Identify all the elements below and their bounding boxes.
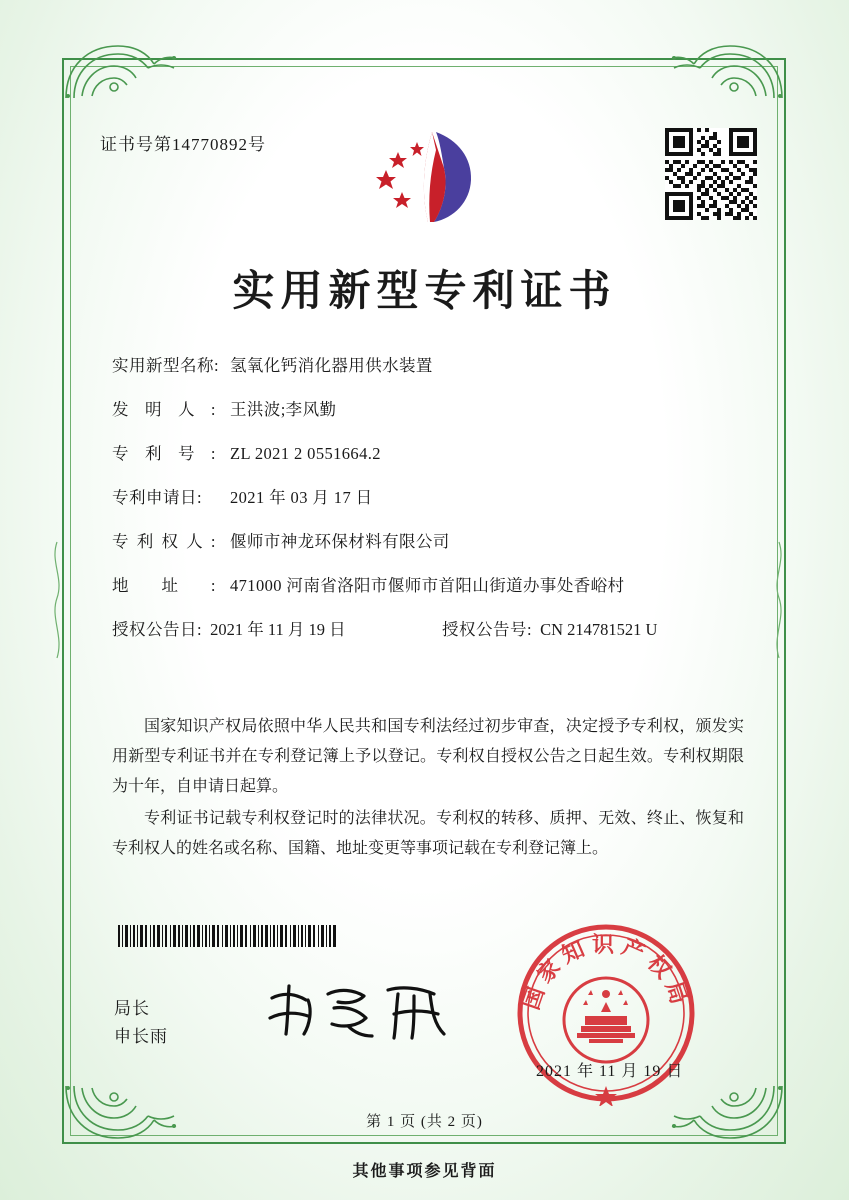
field-label: 地址: <box>112 576 216 595</box>
field-value: 氢氧化钙消化器用供水装置 <box>230 356 433 375</box>
field-value: 王洪波;李风勤 <box>230 400 337 419</box>
page-title: 实用新型专利证书 <box>232 266 617 315</box>
grant-number-label: 授权公告号: <box>442 620 533 639</box>
director-block <box>114 995 168 1051</box>
legal-text <box>112 712 744 866</box>
director-title: 局长 <box>114 999 150 1018</box>
field-label: 专利号: <box>112 444 216 463</box>
field-address <box>112 572 752 596</box>
svg-text:国家知识产权局: 国家知识产权局 <box>518 932 694 1014</box>
field-utility-model-name <box>112 352 752 376</box>
barcode <box>118 925 336 947</box>
field-value: ZL 2021 2 0551664.2 <box>230 444 381 463</box>
grant-date-value: 2021 年 11 月 19 日 <box>210 620 346 639</box>
page-number: 第 1 页 (共 2 页) <box>366 1114 483 1130</box>
field-value: 2021 年 03 月 17 日 <box>230 488 373 507</box>
field-inventors <box>112 396 752 420</box>
director-name: 申长雨 <box>114 1027 168 1046</box>
field-label: 实用新型名称: <box>112 356 220 375</box>
field-patentee <box>112 528 752 552</box>
field-patent-number <box>112 440 752 464</box>
field-label: 专利权人: <box>112 532 216 551</box>
issue-date: 2021 年 11 月 19 日 <box>536 1063 684 1080</box>
paragraph-1: 国家知识产权局依照中华人民共和国专利法经过初步审查，决定授予专利权，颁发实用新型专利证书并在专利登记簿上予以登记。专利权自授权公告之日起生效。专利权期限为十年，自申请日起算。 <box>112 718 744 795</box>
field-grant-announcement <box>112 616 752 640</box>
grant-number-value: CN 214781521 U <box>540 620 658 639</box>
signature-shen-changyu <box>262 978 462 1044</box>
field-list <box>112 352 752 658</box>
field-label: 发明人: <box>112 400 216 419</box>
field-value: 偃师市神龙环保材料有限公司 <box>230 532 450 551</box>
qr-code <box>665 128 757 220</box>
paragraph-2: 专利证书记载专利权登记时的法律状况。专利权的转移、质押、无效、终止、恢复和专利权人的姓名或名称、国籍、地址变更等事项记载在专利登记簿上。 <box>112 810 744 857</box>
field-application-date <box>112 484 752 508</box>
certificate-number: 证书号第14770892号 <box>100 135 266 154</box>
field-label: 专利申请日: <box>112 488 203 507</box>
footer-note: 其他事项参见背面 <box>352 1161 497 1180</box>
cnipa-logo <box>372 126 480 230</box>
field-value: 471000 河南省洛阳市偃师市首阳山街道办事处香峪村 <box>230 576 625 595</box>
grant-date-label: 授权公告日: <box>112 620 203 639</box>
